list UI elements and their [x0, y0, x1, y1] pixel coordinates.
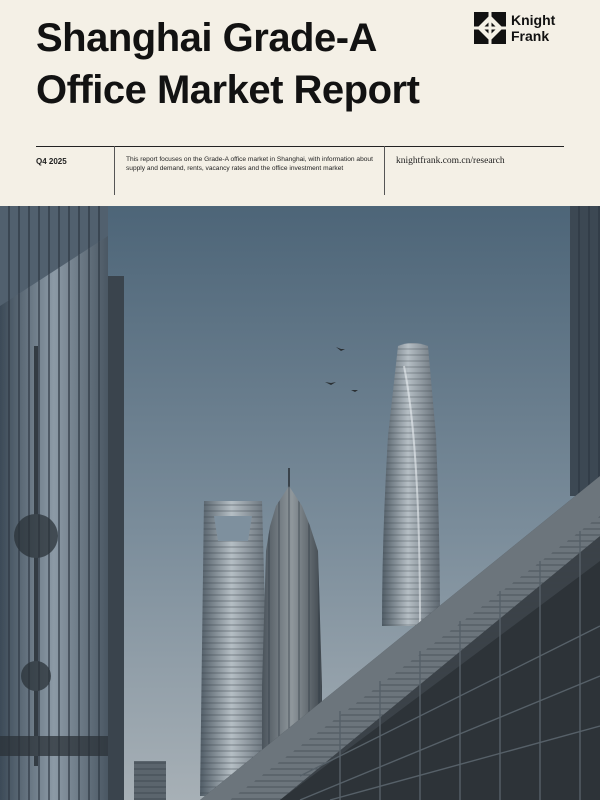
shanghai-skyline-illustration [0, 206, 600, 800]
research-link[interactable]: knightfrank.com.cn/research [396, 156, 505, 166]
header-divider [36, 146, 564, 147]
report-period: Q4 2025 [36, 157, 67, 166]
logo-wordmark-line-1: Knight [511, 12, 556, 28]
right-glass-tower [570, 206, 600, 496]
column-divider-2 [384, 146, 385, 195]
column-divider-1 [114, 146, 115, 195]
report-header [0, 0, 600, 206]
report-title-line-2: Office Market Report [36, 68, 420, 112]
knight-frank-logo [474, 12, 574, 46]
world-financial-center-tower [200, 501, 270, 796]
report-title [36, 12, 419, 116]
logo-wordmark-line-2: Frank [511, 28, 550, 44]
logo-wordmark [511, 12, 555, 44]
report-description: This report focuses on the Grade-A office market in Shanghai, with information about supply and demand, rents, vacancy rates and the office investment market [126, 156, 373, 172]
report-title-line-1: Shanghai Grade-A [36, 16, 377, 60]
knight-frank-mark-icon [474, 12, 506, 44]
left-glass-tower [0, 206, 124, 800]
cover-photo [0, 206, 600, 800]
